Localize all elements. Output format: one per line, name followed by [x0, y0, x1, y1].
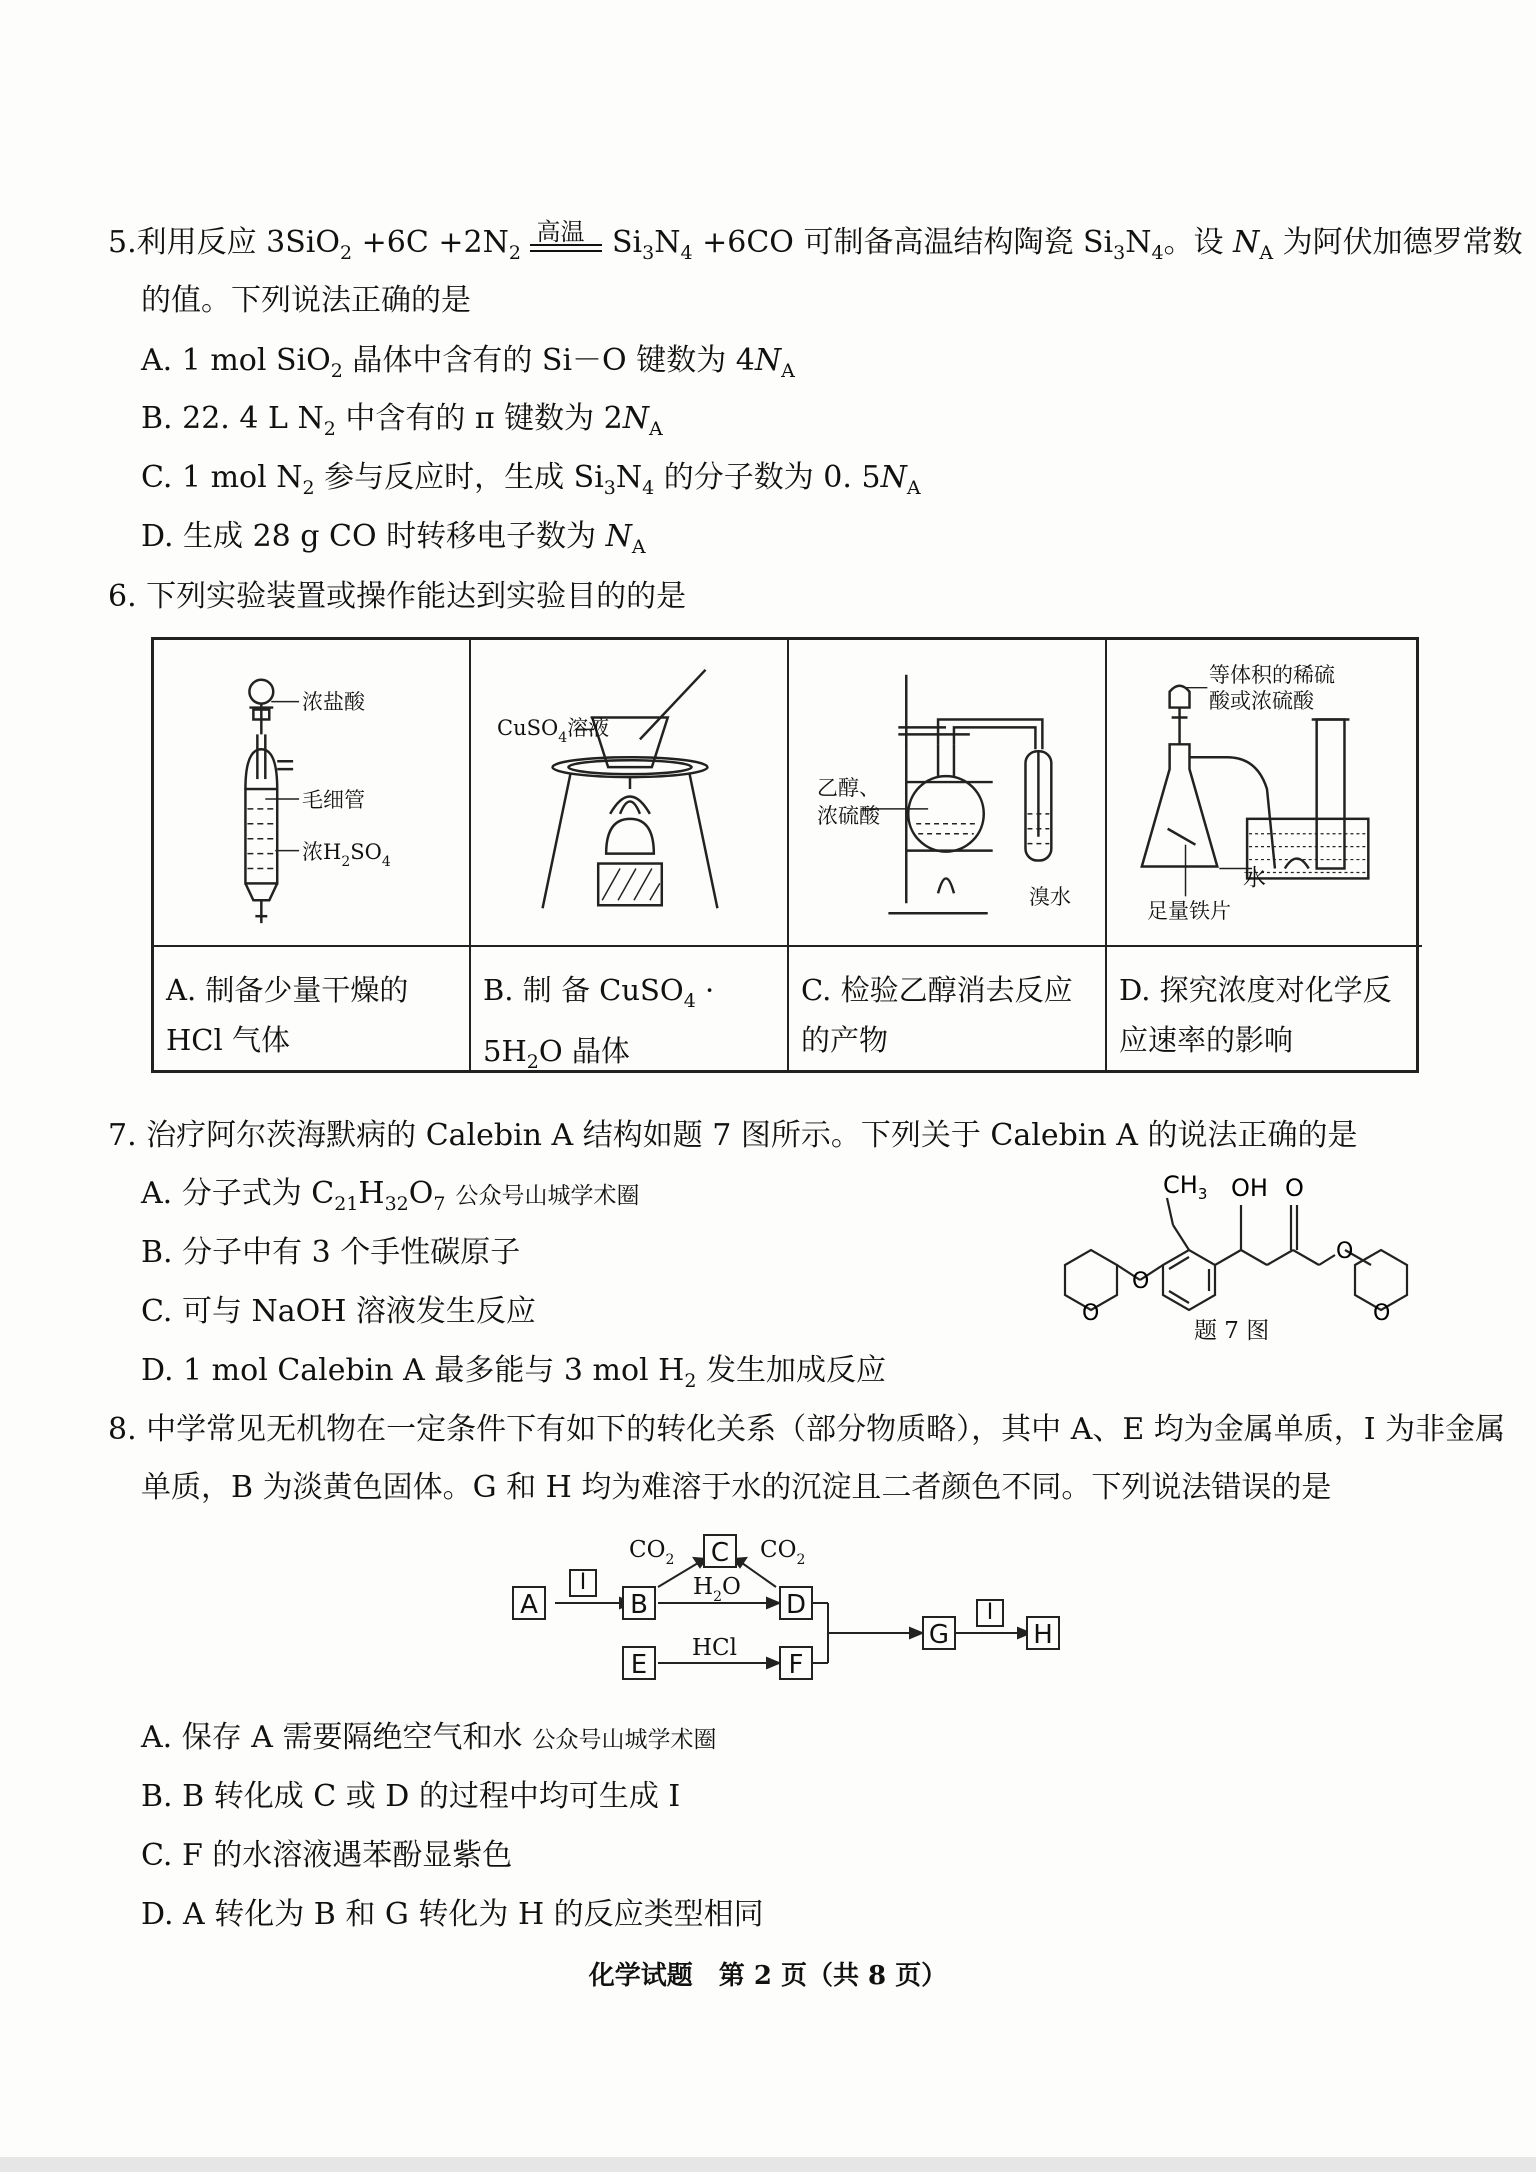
label-bromine-water: 溴水 — [1029, 885, 1071, 909]
ring-o-label: O — [1373, 1301, 1391, 1326]
label-water: 水 — [1243, 865, 1266, 891]
scan-bottom-edge — [0, 2157, 1536, 2172]
q7-a-text: O — [408, 1176, 434, 1211]
label-conc-sulfuric: 浓硫酸 — [817, 804, 880, 828]
option-b-text: · 5H — [483, 973, 715, 1068]
ring-o-label: O — [1082, 1301, 1100, 1326]
apparatus-c — [789, 640, 1107, 947]
q8-option-c: C. F 的水溶液遇苯酚显紫色 — [141, 1838, 513, 1873]
q5-a-text: 晶体中含有的 Si－O 键数为 4 — [342, 343, 755, 378]
q5-c-text: 的分子数为 0. 5 — [654, 460, 881, 495]
carbonyl-o-label: O — [1285, 1174, 1304, 1202]
node-i-reagent-2: I — [976, 1599, 1004, 1627]
node-g: G — [922, 1616, 956, 1650]
reaction-condition: 高温 — [536, 218, 585, 246]
label-sub: 2 — [341, 854, 351, 870]
q5-text: +6C +2N — [352, 225, 509, 260]
apparatus-b — [471, 640, 789, 947]
option-b-cell — [471, 947, 789, 1073]
label-conc-acid: 酸或浓硫酸 — [1209, 689, 1314, 713]
q8-stem-line2: 单质，B 为淡黄色固体。G 和 H 均为难溶于水的沉淀且二者颜色不同。下列说法错误的是 — [141, 1470, 1332, 1505]
q7-option-a — [141, 1174, 639, 1224]
q7-sub: 7 — [433, 1193, 446, 1215]
q7-option-c: C. 可与 NaOH 溶液发生反应 — [141, 1294, 536, 1329]
co2-label-left — [629, 1537, 674, 1573]
label-conc-h2so4 — [302, 839, 391, 875]
q5-text: 利用反应 3SiO — [136, 225, 340, 260]
q7-sub: 21 — [334, 1193, 359, 1215]
na-symbol: N — [605, 519, 632, 554]
page-footer: 化学试题 第 2 页（共 8 页） — [588, 1961, 948, 1991]
q5-sub: 4 — [680, 242, 693, 264]
h2o-sub: 2 — [713, 1589, 722, 1605]
option-d-cell: D. 探究浓度对化学反应速率的影响 — [1119, 973, 1392, 1057]
na-symbol: N — [880, 460, 907, 495]
node-e: E — [622, 1646, 656, 1680]
q5-stem-line2: 的值。下列说法正确的是 — [141, 283, 471, 318]
q5-sub: 3 — [603, 477, 616, 499]
na-symbol: N — [622, 401, 649, 436]
q7-d-text: D. 1 mol Calebin A 最多能与 3 mol H — [141, 1353, 685, 1388]
q8-option-b: B. B 转化成 C 或 D 的过程中均可生成 I — [141, 1779, 681, 1814]
q5-option-a — [141, 341, 795, 391]
q5-d-text: D. 生成 28 g CO 时转移电子数为 — [141, 519, 606, 554]
h2o-text: O — [721, 1574, 741, 1600]
label-text: 溶液 — [567, 716, 610, 740]
q5-a-text: A. 1 mol SiO — [141, 343, 331, 378]
node-d: D — [779, 1586, 813, 1620]
option-b-text: O 晶体 — [538, 1034, 630, 1068]
option-b-sub: 2 — [526, 1051, 539, 1073]
co2-label-right — [760, 1537, 805, 1573]
q6-stem: 6. 下列实验装置或操作能达到实验目的的是 — [108, 579, 687, 614]
q8-option-d: D. A 转化为 B 和 G 转化为 H 的反应类型相同 — [141, 1897, 764, 1932]
label-dilute-acid: 等体积的稀硫 — [1209, 663, 1335, 687]
ether-o-label: O — [1132, 1269, 1150, 1294]
co2-sub: 2 — [796, 1552, 806, 1568]
co2-sub: 2 — [665, 1552, 675, 1568]
na-sub: A — [631, 536, 646, 558]
na-symbol: N — [754, 343, 782, 378]
q8-a-text: A. 保存 A 需要隔绝空气和水 — [141, 1720, 523, 1755]
na-sub: A — [649, 418, 663, 440]
option-b-text: B. 制 备 CuSO — [483, 973, 684, 1007]
label-text: SO — [350, 840, 382, 864]
h2o-text: H — [693, 1574, 714, 1600]
co2-text: CO — [629, 1537, 666, 1563]
node-c: C — [703, 1534, 737, 1568]
q8-stem-line1: 8. 中学常见无机物在一定条件下有如下的转化关系（部分物质略），其中 A、E 均为金属单质，I 为非金属 — [108, 1412, 1506, 1447]
q5-stem-line1 — [108, 218, 1523, 273]
q7-sub: 32 — [384, 1193, 409, 1215]
node-h: H — [1026, 1616, 1060, 1650]
q5-sub: 2 — [323, 418, 336, 440]
q5-c-text: N — [615, 460, 643, 495]
h2o-label — [693, 1574, 741, 1610]
q5-text: 。设 — [1163, 225, 1234, 260]
q8-option-a — [141, 1718, 716, 1760]
q5-c-text: C. 1 mol N — [141, 460, 303, 495]
label-cuso4-solution — [497, 715, 609, 751]
q7-a-text: A. 分子式为 C — [141, 1176, 335, 1211]
ether-o-label: O — [1336, 1239, 1354, 1264]
na-sub: A — [781, 360, 795, 382]
q6-apparatus-table — [151, 637, 1419, 1073]
q5-text: +6CO 可制备高温结构陶瓷 Si — [692, 225, 1114, 260]
figure-7-caption: 题 7 图 — [1194, 1318, 1270, 1344]
na-symbol: N — [1233, 225, 1260, 260]
label-conc-hcl: 浓盐酸 — [302, 690, 365, 714]
q5-text: 为阿伏加德罗常数 — [1273, 225, 1523, 260]
label-sub: 4 — [558, 730, 568, 746]
q5-number: 5. — [108, 225, 137, 260]
q5-sub: 3 — [1113, 242, 1126, 264]
reaction-condition-arrow — [530, 218, 602, 252]
apparatus-d — [1107, 640, 1422, 947]
oh-label: OH — [1231, 1174, 1268, 1202]
q5-c-text: 参与反应时，生成 Si — [314, 460, 604, 495]
option-b-sub: 4 — [683, 990, 696, 1012]
label-iron-pieces: 足量铁片 — [1147, 899, 1231, 923]
q5-sub: 4 — [642, 477, 655, 499]
option-a-cell: A. 制备少量干燥的 HCl 气体 — [154, 947, 471, 1070]
label-sub: 4 — [381, 854, 391, 870]
apparatus-b-drawing — [471, 640, 787, 945]
q7-a-text: H — [358, 1176, 385, 1211]
label-text: 浓H — [302, 840, 342, 864]
q7-d-text: 发生加成反应 — [696, 1353, 886, 1388]
watermark-text: 公众号山城学术圈 — [532, 1727, 717, 1753]
q7-option-b: B. 分子中有 3 个手性碳原子 — [141, 1235, 521, 1270]
label-capillary: 毛细管 — [302, 788, 365, 812]
label-text: CuSO — [497, 716, 559, 740]
apparatus-a — [154, 640, 471, 947]
q5-text: N — [1125, 225, 1152, 260]
node-i-reagent: I — [569, 1569, 597, 1597]
q5-text: Si — [602, 225, 643, 260]
q7-sub: 2 — [684, 1370, 697, 1392]
label-ethanol: 乙醇、 — [817, 776, 880, 800]
co2-text: CO — [760, 1537, 797, 1563]
na-sub: A — [1259, 242, 1274, 264]
q7-option-d — [141, 1351, 886, 1401]
q5-sub: 4 — [1151, 242, 1164, 264]
q5-text: N — [654, 225, 681, 260]
node-b: B — [622, 1586, 656, 1620]
q5-sub: 2 — [340, 242, 353, 264]
node-f: F — [779, 1646, 813, 1680]
q5-sub: 2 — [330, 360, 343, 382]
q5-sub: 2 — [302, 477, 315, 499]
q5-option-d — [141, 517, 646, 567]
q5-b-text: B. 22. 4 L N — [141, 401, 324, 436]
ch3-label: $CH_3$ — [1163, 1171, 1208, 1203]
q5-b-text: 中含有的 π 键数为 2 — [335, 401, 623, 436]
hcl-label: HCl — [692, 1635, 738, 1661]
q5-option-c — [141, 458, 921, 508]
q5-option-b — [141, 399, 663, 449]
node-a: A — [512, 1586, 546, 1620]
option-c-cell: C. 检验乙醇消去反应的产物 — [789, 947, 1107, 1070]
q5-sub: 2 — [508, 242, 521, 264]
na-sub: A — [906, 477, 921, 499]
q7-stem: 7. 治疗阿尔茨海默病的 Calebin A 结构如题 7 图所示。下列关于 Calebin A 的说法正确的是 — [108, 1118, 1358, 1153]
q5-sub: 3 — [642, 242, 655, 264]
watermark-text: 公众号山城学术圈 — [455, 1183, 640, 1209]
